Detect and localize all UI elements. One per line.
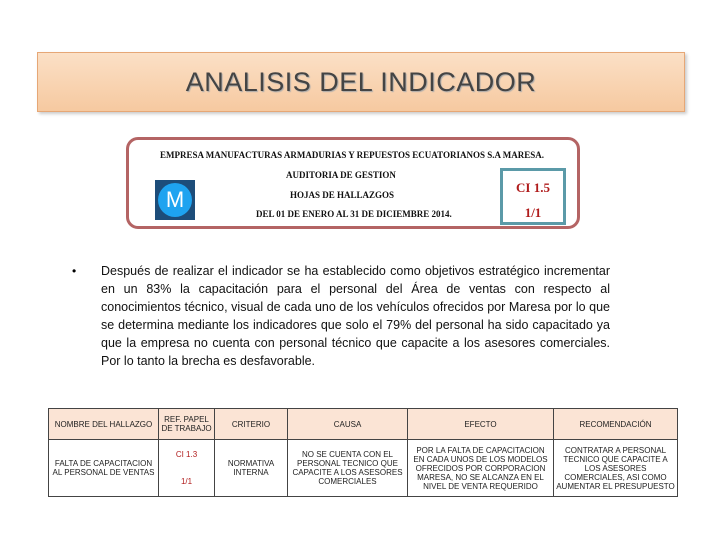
cell-ref — [159, 440, 215, 497]
cell-ref-page: 1/1 — [180, 477, 193, 486]
cell-hallazgo: FALTA DE CAPACITACION AL PERSONAL DE VENTAS — [49, 440, 159, 497]
findings-table — [48, 408, 678, 497]
cell-recomendacion: CONTRATAR A PERSONAL TECNICO QUE CAPACITE A LOS ASESORES COMERCIALES, ASI COMO AUMENTAR EL PRESUPUESTO — [554, 440, 678, 497]
logo-icon: M — [158, 183, 192, 217]
table-row — [49, 440, 678, 497]
header-causa: CAUSA — [288, 409, 408, 440]
header-recomendacion: RECOMENDACIÓN — [554, 409, 678, 440]
cell-criterio: NORMATIVA INTERNA — [215, 440, 288, 497]
header-ref: REF. PAPEL DE TRABAJO — [159, 409, 215, 440]
reference-page: 1/1 — [524, 205, 542, 220]
cell-efecto: POR LA FALTA DE CAPACITACION EN CADA UNOS DE LOS MODELOS OFRECIDOS POR CORPORACION MARESA, NO SE ALCANZA EN EL NIVEL DE VENTA REQUERIDO — [408, 440, 554, 497]
header-hallazgo: NOMBRE DEL HALLAZGO — [49, 409, 159, 440]
header-criterio: CRITERIO — [215, 409, 288, 440]
cell-ref-code: CI 1.3 — [175, 450, 198, 459]
analysis-paragraph: Después de realizar el indicador se ha establecido como objetivos estratégico incrementar en un 83% la capacitación para el personal del Área de ventas con respecto al conocimientos técnico, visual de cada uno de los vehículos ofrecidos por Maresa por lo que se determina mediante los indicadores que solo el 79% del personal ha sido capacitado ya que la empresa no cuenta con personal técnico que capacite a los asesores comerciales. Por lo tanto la brecha es desfavorable. — [101, 264, 610, 368]
bullet-icon: • — [72, 264, 77, 278]
cell-causa: NO SE CUENTA CON EL PERSONAL TECNICO QUE CAPACITE A LOS ASESORES COMERCIALES — [288, 440, 408, 497]
header-efecto: EFECTO — [408, 409, 554, 440]
reference-code: CI 1.5 — [516, 180, 550, 195]
company-logo — [155, 180, 195, 220]
page-title: ANALISIS DEL INDICADOR — [185, 66, 537, 97]
company-name: EMPRESA MANUFACTURAS ARMADURIAS Y REPUESTOS ECUATORIANOS S.A MARESA. — [160, 150, 544, 160]
header-line-sheet: HOJAS DE HALLAZGOS — [290, 190, 395, 200]
header-line-audit: AUDITORIA DE GESTION — [286, 170, 396, 180]
header-line-period: DEL 01 DE ENERO AL 31 DE DICIEMBRE 2014. — [256, 209, 452, 219]
title-banner — [37, 52, 685, 112]
reference-box — [500, 168, 566, 225]
table-header-row — [49, 409, 678, 440]
